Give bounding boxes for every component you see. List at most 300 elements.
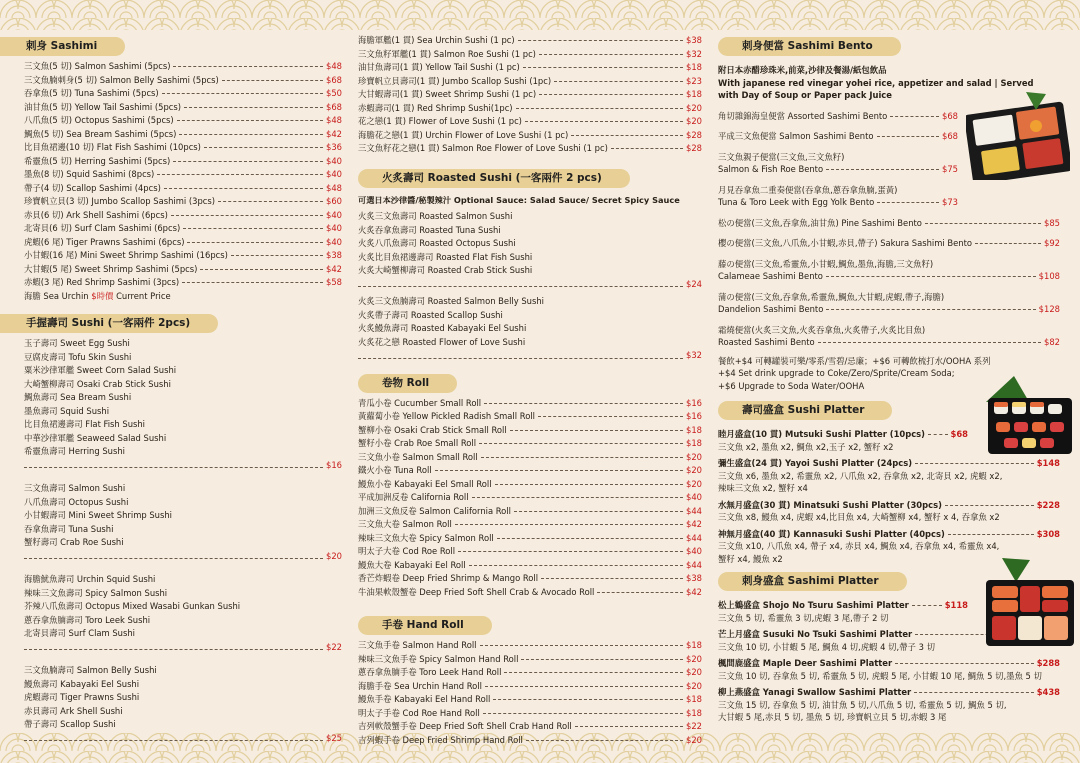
sashimi-item-leader: [200, 269, 323, 270]
sashimi-item-leader: [162, 93, 323, 94]
sashimi-item-price: $60: [326, 196, 342, 206]
roll-item-leader: [435, 470, 683, 471]
bento-item-line: [718, 303, 1060, 316]
sashimi-platter-item-name: 柳上燕盛盒 Yanagi Swallow Sashimi Platter: [718, 687, 912, 697]
sushi-platter-item-name: 彌生盛盒(24 貫) Yayoi Sushi Platter (24pcs): [718, 458, 913, 468]
roll-item: [358, 532, 702, 546]
column-left: [24, 34, 342, 745]
roll-item: [358, 545, 702, 559]
bento-item-price: $85: [1044, 217, 1060, 228]
sushi-g2-item: 小甘蝦壽司 Mini Sweet Shrimp Sushi: [24, 510, 172, 520]
sushi-g4-item: 虎蝦壽司 Tiger Prawns Sushi: [24, 692, 140, 702]
sushi-platter-item-name: 睦月盛盒(10 貫) Mutsuki Sushi Platter (10pcs): [718, 429, 925, 439]
sashimi-item: [24, 222, 342, 236]
bento-item-leader: [877, 136, 939, 137]
premium-sushi-item-price: $18: [686, 89, 702, 99]
handroll-item: [358, 680, 702, 694]
handroll-item-leader: [575, 726, 683, 727]
sashimi-item-price: $38: [326, 250, 342, 260]
bento-item-price: $108: [1038, 271, 1060, 281]
sashimi-item-name: 三文魚(5 切) Salmon Sashimi (5pcs): [24, 61, 171, 71]
bento-item-leader: [826, 276, 1036, 277]
roll-item-leader: [541, 578, 683, 579]
sushi-platter-item: [718, 499, 1060, 524]
sushi-platter-item-leader: [915, 463, 1034, 464]
bento-upgrade-cn: 餐飲+$4 可轉罐裝可樂/零系/雪碧/忌廉；+$6 可轉飲梳打水/OOHA 系列: [718, 355, 991, 366]
sushi-g4-item: 鰻魚壽司 Kabayaki Eel Sushi: [24, 678, 140, 689]
bento-item: [718, 237, 1060, 250]
bento-photo: [966, 92, 1070, 180]
premium-sushi-item: [358, 75, 702, 89]
sashimi-item: [24, 155, 342, 169]
sushi-group-4-price: $25: [24, 732, 342, 746]
handroll-item-leader: [480, 645, 683, 646]
bento-item-price: $68: [942, 110, 958, 121]
handroll-item-name: 三文魚手卷 Salmon Hand Roll: [358, 640, 477, 650]
premium-sushi-item-name: 海膽花之戀(1 貫) Urchin Flower of Love Sushi (1 pc): [358, 129, 569, 140]
roll-item: [358, 424, 702, 438]
handroll-item-name: 吉列軟殼蟹手卷 Deep Fried Soft Shell Crab Hand Roll: [358, 721, 572, 731]
bento-item-line: [718, 110, 958, 123]
handroll-item-price: $20: [686, 734, 702, 745]
sushi-g1-item: 比目魚裙邊壽司 Flat Fish Sushi: [24, 419, 145, 429]
sushi-g1-item: 粟米沙律軍艦 Sweet Corn Salad Sushi: [24, 365, 177, 375]
bento-item-price: $128: [1038, 304, 1060, 314]
roll-item-leader: [495, 484, 683, 485]
roasted-g2-item: 火炙鰻魚壽司 Roasted Kabayaki Eel Sushi: [358, 323, 527, 333]
sashimi-platter-item-price: $118: [944, 600, 968, 610]
sashimi-item-name: 赤蝦(3 尾) Red Shrimp Sashimi (3pcs): [24, 277, 180, 287]
sushi-platter-item-desc: 三文魚 x10, 八爪魚 x4, 帶子 x4, 赤貝 x4, 鯛魚 x4, 吞拿魚 x4, 希靈魚 x4,: [718, 541, 1000, 551]
sashimi-item: [24, 182, 342, 196]
premium-sushi-item: [358, 61, 702, 75]
sashimi-item: [24, 141, 342, 155]
sushi-group-1-price: $16: [24, 459, 342, 473]
roll-item-price: $20: [686, 465, 702, 475]
sashimi-platter-item-title: [718, 599, 968, 612]
bento-item: [718, 324, 1060, 349]
sashimi-item-price: $40: [326, 223, 342, 233]
roll-item: [358, 464, 702, 478]
sushi-platter-item-desc: 三文魚 x8, 鰻魚 x4, 虎蝦 x4,比目魚 x4, 大崎蟹柳 x4, 蟹籽 x 4, 吞拿魚 x2: [718, 512, 1000, 522]
bento-item: [718, 291, 1060, 316]
sashimi-item-price: $68: [326, 101, 342, 112]
roll-item: [358, 410, 702, 424]
bento-item-name: 角切雜錦海皇便當 Assorted Sashimi Bento: [718, 110, 888, 121]
roll-item-name: 鰻魚大卷 Kabayaki Eel Roll: [358, 559, 466, 570]
bento-intro-en: With japanese red vinegar yohei rice, appetizer and salad | Served with Day of Soup or Paper pack Juice: [718, 77, 1034, 100]
sashimi-item-name: 小甘蝦(16 尾) Mini Sweet Shrimp Sashimi (16pcs): [24, 250, 228, 260]
sashimi-list: [24, 60, 342, 290]
sashimi-item-leader: [173, 66, 323, 67]
roll-list: [358, 397, 702, 600]
roll-item-leader: [497, 538, 683, 539]
sushi-platter-item-title: [718, 499, 1060, 512]
roll-item-leader: [479, 443, 683, 444]
sashimi-item-leader: [187, 242, 323, 243]
sashimi-item-price: $40: [326, 209, 342, 220]
premium-sushi-item-leader: [525, 121, 683, 122]
handroll-item: [358, 693, 702, 707]
sushi-g3-item: 辣味三文魚壽司 Spicy Salmon Sushi: [24, 587, 168, 598]
handroll-item-name: 蔥吞拿魚腩手卷 Toro Leek Hand Roll: [358, 667, 502, 677]
roll-item-name: 平成加洲反卷 California Roll: [358, 492, 469, 502]
sushi-platter-item-title: [718, 528, 1060, 541]
sashimi-platter-item-desc: 三文魚 5 切, 希靈魚 3 切,虎蝦 3 尾,帶子 2 切: [718, 612, 889, 623]
roasted-g1-item: 火炙大崎蟹柳壽司 Roasted Crab Stick Sushi: [358, 265, 533, 275]
sashimi-item-leader: [184, 107, 323, 108]
roll-item: [358, 491, 702, 505]
sushi-g3-item: 蔥吞拿魚腩壽司 Toro Leek Sushi: [24, 614, 151, 625]
roll-item: [358, 505, 702, 519]
sashimi-item-leader: [157, 174, 323, 175]
roasted-group-1-price: $24: [358, 278, 702, 292]
sashimi-item-price: $48: [326, 61, 342, 71]
premium-sushi-item-leader: [539, 54, 683, 55]
sashimi-platter-item-desc: 三文魚 15 切, 吞拿魚 5 切, 油甘魚 5 切,八爪魚 5 切, 希靈魚 5 切, 鯛魚 5 切,: [718, 699, 1007, 710]
roll-item-leader: [514, 511, 683, 512]
sushi-platter-item-desc: 三文魚 x2, 墨魚 x2, 鯛魚 x2,玉子 x2, 蟹籽 x2: [718, 441, 894, 452]
sashimi-platter-item: [718, 686, 1060, 724]
sashimi-item-name: 大甘蝦(5 尾) Sweet Shrimp Sashimi (5pcs): [24, 263, 198, 274]
sushi-platter-item-desc: 蟹籽 x4, 鰻魚 x2: [718, 553, 783, 564]
roll-item-leader: [481, 457, 683, 458]
sushi-platter-item-price: $308: [1036, 528, 1060, 539]
sashimi-platter-item-leader: [914, 692, 1033, 693]
bento-item-leader: [975, 243, 1041, 244]
sashimi-item-name: 墨魚(8 切) Squid Sashimi (8pcs): [24, 169, 155, 179]
roll-item: [358, 397, 702, 411]
roll-item-name: 明太子大卷 Cod Roe Roll: [358, 546, 456, 556]
sushi-g1-item: 大崎蟹柳壽司 Osaki Crab Stick Sushi: [24, 378, 171, 389]
bento-item-line: [718, 270, 1060, 283]
roll-item-leader: [510, 430, 683, 431]
bento-item-name: 松の便當(三文魚,吞拿魚,油甘魚) Pine Sashimi Bento: [718, 217, 922, 228]
bento-item-cn: 月見吞拿魚二重奏便當(吞拿魚,蔥吞拿魚腩,蛋黃): [718, 184, 898, 195]
roasted-g1-item: 火炙吞拿魚壽司 Roasted Tuna Sushi: [358, 224, 501, 235]
sashimi-item: [24, 263, 342, 277]
column-middle: [358, 34, 702, 747]
sashimi-platter-item-title: [718, 657, 1060, 670]
sushi-platter-item-desc: 辣味三文魚 x2, 蟹籽 x4: [718, 483, 808, 493]
roasted-g2-item: 火炙花之戀 Roasted Flower of Love Sushi: [358, 336, 526, 347]
sashimi-item-leader: [218, 201, 323, 202]
handroll-item-leader: [526, 740, 683, 741]
sushi-g3-item: 芥辣八爪魚壽司 Octopus Mixed Wasabi Gunkan Sushi: [24, 601, 241, 611]
bento-item-name: 平成三文魚便當 Salmon Sashimi Bento: [718, 131, 874, 141]
sashimi-platter-item-name: 楓間鹿盛盒 Maple Deer Sashimi Platter: [718, 658, 893, 668]
sashimi-item-leader: [222, 80, 323, 81]
sea-urchin-name: 海膽 Sea Urchin: [24, 290, 89, 301]
sashimi-item: [24, 101, 342, 115]
sushi-platter-photo: [984, 372, 1074, 456]
bento-item-cn: 藤の便當(三文魚,希靈魚,小甘蝦,鯛魚,墨魚,海膽,三文魚籽): [718, 258, 934, 269]
sashimi-item: [24, 168, 342, 182]
roll-item-leader: [472, 497, 683, 498]
bento-item-line: [718, 336, 1060, 349]
roasted-group-2: [358, 295, 702, 349]
sashimi-platter-item-price: $288: [1036, 658, 1060, 668]
bento-item-line: [718, 130, 958, 143]
sushi-platter-item-leader: [945, 505, 1034, 506]
premium-sushi-item-leader: [611, 148, 683, 149]
handroll-item-price: $18: [686, 640, 702, 650]
bento-item: [718, 258, 1060, 283]
handroll-item-leader: [485, 686, 683, 687]
sushi-g3-item: 海膽魷魚壽司 Urchin Squid Sushi: [24, 574, 156, 584]
roll-item-name: 香芒炸蝦卷 Deep Fried Shrimp & Mango Roll: [358, 573, 539, 583]
sashimi-platter-item-desc: 大甘蝦 5 尾,赤貝 5 切, 墨魚 5 切, 珍寶帆立貝 5 切,赤蝦 3 尾: [718, 712, 947, 722]
sushi-g4-item: 三文魚腩壽司 Salmon Belly Sushi: [24, 665, 157, 675]
sushi-g2-item: 吞拿魚壽司 Tuna Sushi: [24, 523, 114, 534]
handroll-item-name: 鰻魚手卷 Kabayaki Eel Hand Roll: [358, 694, 491, 704]
sashimi-item-name: 鯛魚(5 切) Sea Bream Sashimi (5pcs): [24, 128, 177, 139]
roll-item-name: 三文魚小卷 Salmon Small Roll: [358, 451, 478, 462]
sashimi-item: [24, 195, 342, 209]
sashimi-platter-item-name: 芒上月盛盒 Susuki No Tsuki Sashimi Platter: [718, 629, 913, 639]
premium-sushi-item-price: $23: [686, 75, 702, 86]
premium-sushi-item-price: $20: [686, 102, 702, 113]
sashimi-item: [24, 236, 342, 250]
handroll-item-price: $20: [686, 667, 702, 677]
sushi-header: 手握壽司 Sushi (一客兩件 2pcs): [0, 314, 218, 333]
roll-item-price: $44: [686, 532, 702, 543]
sushi-platter-item-title: [718, 428, 968, 441]
sashimi-item-name: 珍寶帆立貝(3 切) Jumbo Scallop Sashimi (3pcs): [24, 196, 216, 206]
sashimi-platter-item: [718, 657, 1060, 682]
roasted-group-1: [358, 210, 702, 278]
sashimi-item-price: $40: [326, 169, 342, 179]
sashimi-platter-item-name: 松上鶴盛盒 Shojo No Tsuru Sashimi Platter: [718, 600, 909, 610]
roll-item-name: 鰻魚小卷 Kabayaki Eel Small Roll: [358, 478, 492, 489]
bento-item-price: $82: [1044, 337, 1060, 347]
sashimi-item-leader: [231, 255, 323, 256]
bento-item-cn: 蒲の便當(三文魚,吞拿魚,希靈魚,鯛魚,大甘蝦,虎蝦,帶子,海膽): [718, 291, 945, 302]
roll-item-leader: [484, 403, 683, 404]
sushi-g1-item: 玉子壽司 Sweet Egg Sushi: [24, 338, 130, 348]
roll-header: 卷物 Roll: [358, 374, 457, 393]
sushi-g3-item: 北寄貝壽司 Surf Clam Sushi: [24, 628, 135, 638]
roll-item: [358, 572, 702, 586]
roll-item-price: $20: [686, 478, 702, 489]
bento-item-leader: [925, 223, 1041, 224]
roll-item: [358, 437, 702, 451]
sashimi-item: [24, 276, 342, 290]
sushi-group-1: [24, 337, 342, 459]
sushi-g4-item: 帶子壽司 Scallop Sushi: [24, 719, 116, 729]
roll-item: [358, 478, 702, 492]
sushi-g1-item: 鯛魚壽司 Sea Bream Sushi: [24, 392, 132, 402]
bento-item-leader: [877, 202, 939, 203]
sushi-group-3-price: $22: [24, 641, 342, 655]
sushi-group-2-price: $20: [24, 550, 342, 564]
sashimi-platter-item-desc: 三文魚 10 切, 吞拿魚 5 切, 希靈魚 5 切, 虎蝦 5 尾, 小甘蝦 10 尾, 鯛魚 5 切,墨魚 5 切: [718, 670, 1042, 681]
roll-item-price: $16: [686, 397, 702, 408]
sashimi-item: [24, 128, 342, 142]
handroll-item-leader: [493, 699, 683, 700]
roll-item: [358, 518, 702, 532]
sashimi-item-price: $42: [326, 263, 342, 274]
sea-urchin-price: $時價: [91, 290, 114, 301]
sashimi-item: [24, 209, 342, 223]
bento-item-name: Tuna & Toro Leek with Egg Yolk Bento: [718, 197, 875, 207]
sashimi-item-name: 吞拿魚(5 切) Tuna Sashimi (5pcs): [24, 88, 159, 98]
sushi-platter-item-price: $228: [1036, 499, 1060, 510]
roasted-g2-item: 火炙帶子壽司 Roasted Scallop Sushi: [358, 309, 503, 320]
sashimi-platter-item-desc: 三文魚 10 切, 小甘蝦 5 尾, 鯛魚 4 切,虎蝦 4 切,帶子 3 切: [718, 641, 935, 652]
sashimi-item-price: $36: [326, 142, 342, 152]
sashimi-item-name: 三文魚腩刺身(5 切) Salmon Belly Sashimi (5pcs): [24, 74, 219, 85]
bento-item-cn: 霜燒便當(火炙三文魚,火炙吞拿魚,火炙帶子,火炙比目魚): [718, 324, 926, 335]
sashimi-platter-item-title: [718, 686, 1060, 699]
premium-sushi-item-price: $20: [686, 116, 702, 126]
roll-item-price: $40: [686, 492, 702, 502]
roll-item-price: $44: [686, 559, 702, 570]
sashimi-item-price: $68: [326, 74, 342, 85]
handroll-item-leader: [504, 672, 683, 673]
roll-item-price: $44: [686, 505, 702, 516]
sashimi-item-leader: [204, 147, 323, 148]
sushi-group-2: [24, 482, 342, 550]
sashimi-item-leader: [173, 161, 323, 162]
premium-sushi-item-price: $38: [686, 35, 702, 45]
sushi-g4-item: 赤貝壽司 Ark Shell Sushi: [24, 705, 123, 716]
roll-item-price: $20: [686, 451, 702, 462]
sashimi-item-name: 虎蝦(6 尾) Tiger Prawns Sashimi (6pcs): [24, 236, 185, 247]
sushi-g1-item: 希靈魚壽司 Herring Sushi: [24, 446, 125, 456]
bento-item-price: $68: [942, 131, 958, 141]
roll-item: [358, 559, 702, 573]
premium-sushi-item: [358, 102, 702, 116]
roll-item-leader: [458, 551, 683, 552]
handroll-item-name: 辣味三文魚手卷 Spicy Salmon Hand Roll: [358, 653, 519, 664]
sushi-platter-item-title: [718, 457, 1060, 470]
premium-sushi-item-leader: [539, 94, 683, 95]
wave-border-top: [0, 0, 1080, 30]
roll-item-price: $42: [686, 586, 702, 597]
premium-sushi-item: [358, 34, 702, 48]
roll-item-name: 蟹籽小卷 Crab Roe Small Roll: [358, 438, 477, 448]
sashimi-item-leader: [177, 120, 323, 121]
bento-item-line: [718, 237, 1060, 250]
premium-sushi-item-name: 三文魚籽花之戀(1 貫) Salmon Roe Flower of Love Sushi (1 pc): [358, 143, 608, 153]
sushi-platter-item: [718, 457, 1060, 495]
sashimi-item-leader: [182, 282, 323, 283]
sashimi-item: [24, 87, 342, 101]
bento-header: 刺身便當 Sashimi Bento: [718, 37, 901, 56]
premium-sushi-item-name: 海膽軍艦(1 貫) Sea Urchin Sushi (1 pc): [358, 35, 515, 45]
roasted-group-2-price: $32: [358, 349, 702, 363]
sashimi-item-name: 北寄貝(6 切) Surf Clam Sashimi (6pcs): [24, 223, 181, 233]
bento-item-line: [718, 217, 1060, 230]
sashimi-item-name: 比目魚裙邊(10 切) Flat Fish Sashimi (10pcs): [24, 142, 201, 152]
handroll-item-price: $18: [686, 707, 702, 718]
premium-sushi-item-name: 赤蝦壽司(1 貫) Red Shrimp Sushi(1pc): [358, 102, 513, 113]
bento-item-price: $73: [942, 197, 958, 207]
sashimi-item-price: $58: [326, 277, 342, 287]
bento-upgrade-en-2: +$6 Upgrade to Soda Water/OOHA: [718, 380, 865, 391]
roasted-g1-item: 火炙比目魚裙邊壽司 Roasted Flat Fish Sushi: [358, 251, 533, 262]
sushi-platter-item-leader: [928, 434, 948, 435]
premium-sushi-item: [358, 88, 702, 102]
roll-item-price: $16: [686, 411, 702, 421]
roasted-g1-item: 火炙三文魚壽司 Roasted Salmon Sushi: [358, 211, 513, 221]
premium-sushi-item: [358, 48, 702, 62]
sashimi-item-leader: [164, 188, 323, 189]
bento-item-line: [718, 163, 958, 176]
bento-item-name: Calameae Sashimi Bento: [718, 271, 823, 281]
sashimi-item-price: $48: [326, 115, 342, 125]
sashimi-item-leader: [171, 215, 323, 216]
premium-sushi-item-leader: [554, 81, 683, 82]
roll-item-price: $40: [686, 546, 702, 556]
sashimi-item-price: $48: [326, 182, 342, 193]
sea-urchin-line: [24, 290, 342, 304]
premium-sushi-item-leader: [516, 108, 683, 109]
roll-item-leader: [597, 592, 683, 593]
bento-item-leader: [890, 116, 939, 117]
sashimi-item-price: $40: [326, 236, 342, 247]
sushi-g2-item: 八爪魚壽司 Octopus Sushi: [24, 496, 129, 507]
bento-item: [718, 217, 1060, 230]
sushi-platter-item-desc: 三文魚 x6, 墨魚 x2, 希靈魚 x2, 八爪魚 x2, 吞拿魚 x2, 北寄貝 x2, 虎蝦 x2,: [718, 470, 1003, 481]
premium-sushi-item-leader: [523, 67, 683, 68]
sashimi-item-leader: [183, 228, 323, 229]
premium-sushi-item-price: $18: [686, 62, 702, 72]
roll-item-price: $18: [686, 438, 702, 448]
bento-item-leader: [826, 169, 939, 170]
roasted-note: 可選日本沙律醬/秘製辣汁 Optional Sauce: Salad Sauce/ Secret Spicy Sauce: [358, 194, 680, 205]
bento-item-name: 櫻の便當(三文魚,八爪魚,小甘蝦,赤貝,帶子) Sakura Sashimi Bento: [718, 238, 973, 248]
roll-item-price: $42: [686, 519, 702, 529]
sashimi-item-leader: [179, 134, 323, 135]
bento-item-price: $75: [942, 164, 958, 174]
handroll-item-name: 吉列蝦手卷 Deep Fried Shrimp Hand Roll: [358, 734, 523, 745]
sashimi-item: [24, 249, 342, 263]
handroll-list: [358, 639, 702, 747]
sashimi-header: 刺身 Sashimi: [0, 37, 125, 56]
sushi-platter-item-price: $68: [950, 429, 968, 439]
sashimi-item-price: $42: [326, 128, 342, 139]
sashimi-item: [24, 114, 342, 128]
roll-item-name: 辣味三文魚大卷 Spicy Salmon Roll: [358, 532, 494, 543]
sashimi-item-name: 希靈魚(5 切) Herring Sashimi (5pcs): [24, 155, 171, 166]
premium-sushi-item: [358, 115, 702, 129]
sushi-g1-item: 中華沙律軍艦 Seaweed Salad Sushi: [24, 432, 167, 443]
premium-sushi-item-name: 珍寶帆立貝壽司(1 貫) Jumbo Scallop Sushi (1pc): [358, 75, 552, 86]
sashimi-platter-photo: [984, 556, 1076, 648]
bento-item-name: Dandelion Sashimi Bento: [718, 304, 824, 314]
premium-sushi-item-name: 油甘魚壽司(1 貫) Yellow Tail Sushi (1 pc): [358, 62, 520, 72]
premium-sushi-item-leader: [571, 135, 683, 136]
handroll-item-price: $18: [686, 694, 702, 704]
handroll-header: 手卷 Hand Roll: [358, 616, 492, 635]
premium-sushi-item-name: 大甘蝦壽司(1 貫) Sweet Shrimp Sushi (1 pc): [358, 89, 537, 99]
handroll-item: [358, 734, 702, 748]
roll-item-name: 鐵火小卷 Tuna Roll: [358, 465, 432, 475]
sashimi-platter-item-leader: [895, 663, 1034, 664]
roll-item-price: $18: [686, 424, 702, 435]
handroll-item: [358, 639, 702, 653]
bento-item-line: [718, 196, 958, 209]
bento-item-price: $92: [1044, 238, 1060, 248]
roll-item-leader: [538, 416, 683, 417]
roll-item-name: 黃蘿蔔小卷 Yellow Pickled Radish Small Roll: [358, 411, 535, 421]
sushi-platter-item-name: 水無月盛盒(30 貫) Minatsuki Sushi Platter (30pcs): [718, 499, 942, 510]
roll-item-name: 青瓜小卷 Cucumber Small Roll: [358, 397, 482, 408]
roll-item: [358, 451, 702, 465]
roll-item-leader: [455, 524, 683, 525]
